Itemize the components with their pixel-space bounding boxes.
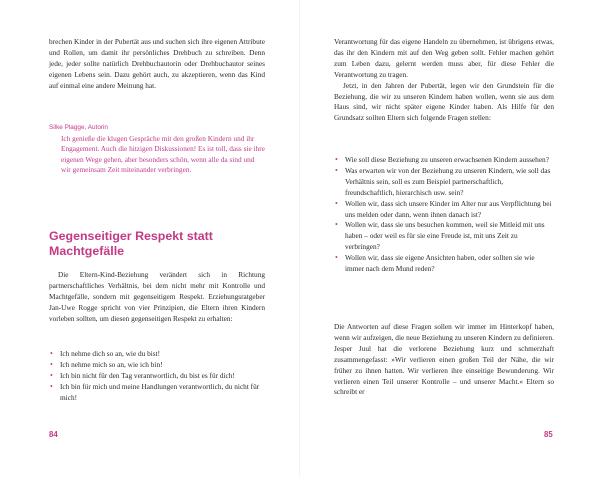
list-item-text: Wollen wir, dass sich unsere Kinder im Alter nur aus Verpflichtung bei uns melden oder dann, wenn ihnen danach ist? (345, 198, 552, 219)
left-text-column (49, 37, 265, 92)
list-item-text: Was erwarten wir von der Beziehung zu unseren Kindern, wie soll das Verhältnis sein, soll es zum Beispiel partnerschaftlich, freundschaftlich, hierarchisch usw. sein? (345, 165, 551, 197)
list-item-text: Ich nehme mich so an, wie ich bin! (60, 359, 163, 369)
left-paragraph-main: Die Eltern-Kind-Beziehung verändert sich in Richtung partnerschaftliches Verhältnis, bei dem nicht mehr mit Kontrolle und Machtgefälle, sondern mit gegenseitigem Respekt. Erziehungsratgeber Jan-Uwe Rogge spricht von vier Prinzipien, die Eltern ihren Kindern vorleben sollten, um diesen gegenseitigen Respekt zu erhalten: (49, 270, 265, 323)
right-bullet-list (334, 155, 554, 275)
heading-line-2: Machtgefälle (49, 243, 125, 258)
list-item-text: Wie soll diese Beziehung zu unseren erwachsenen Kindern aussehen? (345, 155, 549, 164)
left-bullet-list (49, 349, 265, 404)
page-number-left: 84 (49, 430, 58, 439)
list-item (49, 382, 265, 404)
list-item-text: Ich nehme dich so an, wie du bist! (60, 349, 161, 358)
left-paragraph-top: brechen Kinder in der Pubertät aus und suchen sich ihre eigenen Attribute und Rollen, um damit ihr persönliches Drehbuch zu schreiben. Denn jede, jeder sollte natürlich Drehbuchautorin oder Drehbuchautor seines eigenen Lebens sein. Dazu gehört auch, zu akzeptieren, wenn das Kind auf einmal eine andere Meinung hat. (49, 37, 265, 90)
bullet-icon (335, 253, 338, 264)
right-page (300, 0, 600, 477)
heading-line-1: Gegenseitiger Respekt statt (49, 229, 213, 243)
bullet-icon (335, 220, 338, 231)
right-text-column-bottom (334, 322, 554, 398)
list-item (334, 220, 554, 253)
list-item (334, 199, 554, 221)
page-number-right: 85 (544, 430, 553, 439)
quote-text: Ich genieße die klugen Gespräche mit den großen Kindern und ihr Engagement. Auch die hitzigen Diskussionen! Es ist toll, dass sie ihre eigenen Wege gehen, aber besonders schön, wenn alle da sind und wir gemeinsam Zeit miteinander verbringen. (61, 133, 265, 175)
quote-block (49, 123, 265, 176)
list-item (49, 360, 265, 371)
right-paragraph-top: Verantwortung für das eigene Handeln zu übernehmen, ist übrigens etwas, das ihr den Kindern mit auf den Weg geben sollt. Fehler machen gehört zum Leben dazu, gelernt werden muss aber, für diese Fehler die Verantwortung zu tragen. (334, 37, 554, 79)
bullet-icon (50, 371, 53, 382)
list-item (334, 155, 554, 166)
list-item-text: Wollen wir, dass sie eigene Ansichten haben, oder sollten sie wie immer nach dem Mund reden? (345, 253, 535, 274)
bullet-icon (50, 349, 53, 360)
list-item-text: Ich bin nicht für den Tag verantwortlich, du bist es für dich! (60, 370, 235, 380)
section-heading (49, 229, 265, 258)
list-item (334, 253, 554, 275)
list-item-text: Ich bin für mich und meine Handlungen verantwortlich, du nicht für mich! (60, 381, 260, 402)
right-text-column-top (334, 37, 554, 124)
list-item (49, 371, 265, 382)
right-paragraph-bottom: Die Antworten auf diese Fragen sollen wir immer im Hinterkopf haben, wenn wir aufzeigen, die neue Beziehung zu unseren Kindern zu definieren. Jesper Juul hat die verlorene Beziehung kurz und schmerzhaft zusammengefasst: »Wir verlieren einen großen Teil der Nähe, die wir früher zu ihnen hatten. Wir verlieren ihre einseitige Bewunderung. Wir verlieren einen Teil unserer Kontrolle – und unserer Macht.« Eltern so schreibt er (334, 322, 554, 397)
list-item-text: Wollen wir, dass sie uns besuchen kommen, weil sie Mitleid mit uns haben – oder weil es für sie eine Freude ist, mit uns Zeit zu verbringen? (345, 220, 545, 252)
bullet-icon (335, 199, 338, 210)
list-item (334, 166, 554, 199)
left-main-text (49, 270, 265, 325)
bullet-icon (50, 360, 53, 371)
bullet-icon (335, 166, 338, 177)
right-paragraph-second: Jetzt, in den Jahren der Pubertät, legen wir den Grundstein für die Beziehung, die wir zu unseren Kindern haben wollen, wenn sie aus dem Haus sind, wir nicht später eigene Kinder haben. Als Hilfe für den Grundsatz sollten Eltern sich folgende Fragen stellen: (334, 80, 554, 123)
bullet-icon (50, 382, 53, 393)
list-item (49, 349, 265, 360)
bullet-icon (335, 155, 338, 166)
quote-author: Silke Plagge, Autorin (49, 124, 108, 131)
